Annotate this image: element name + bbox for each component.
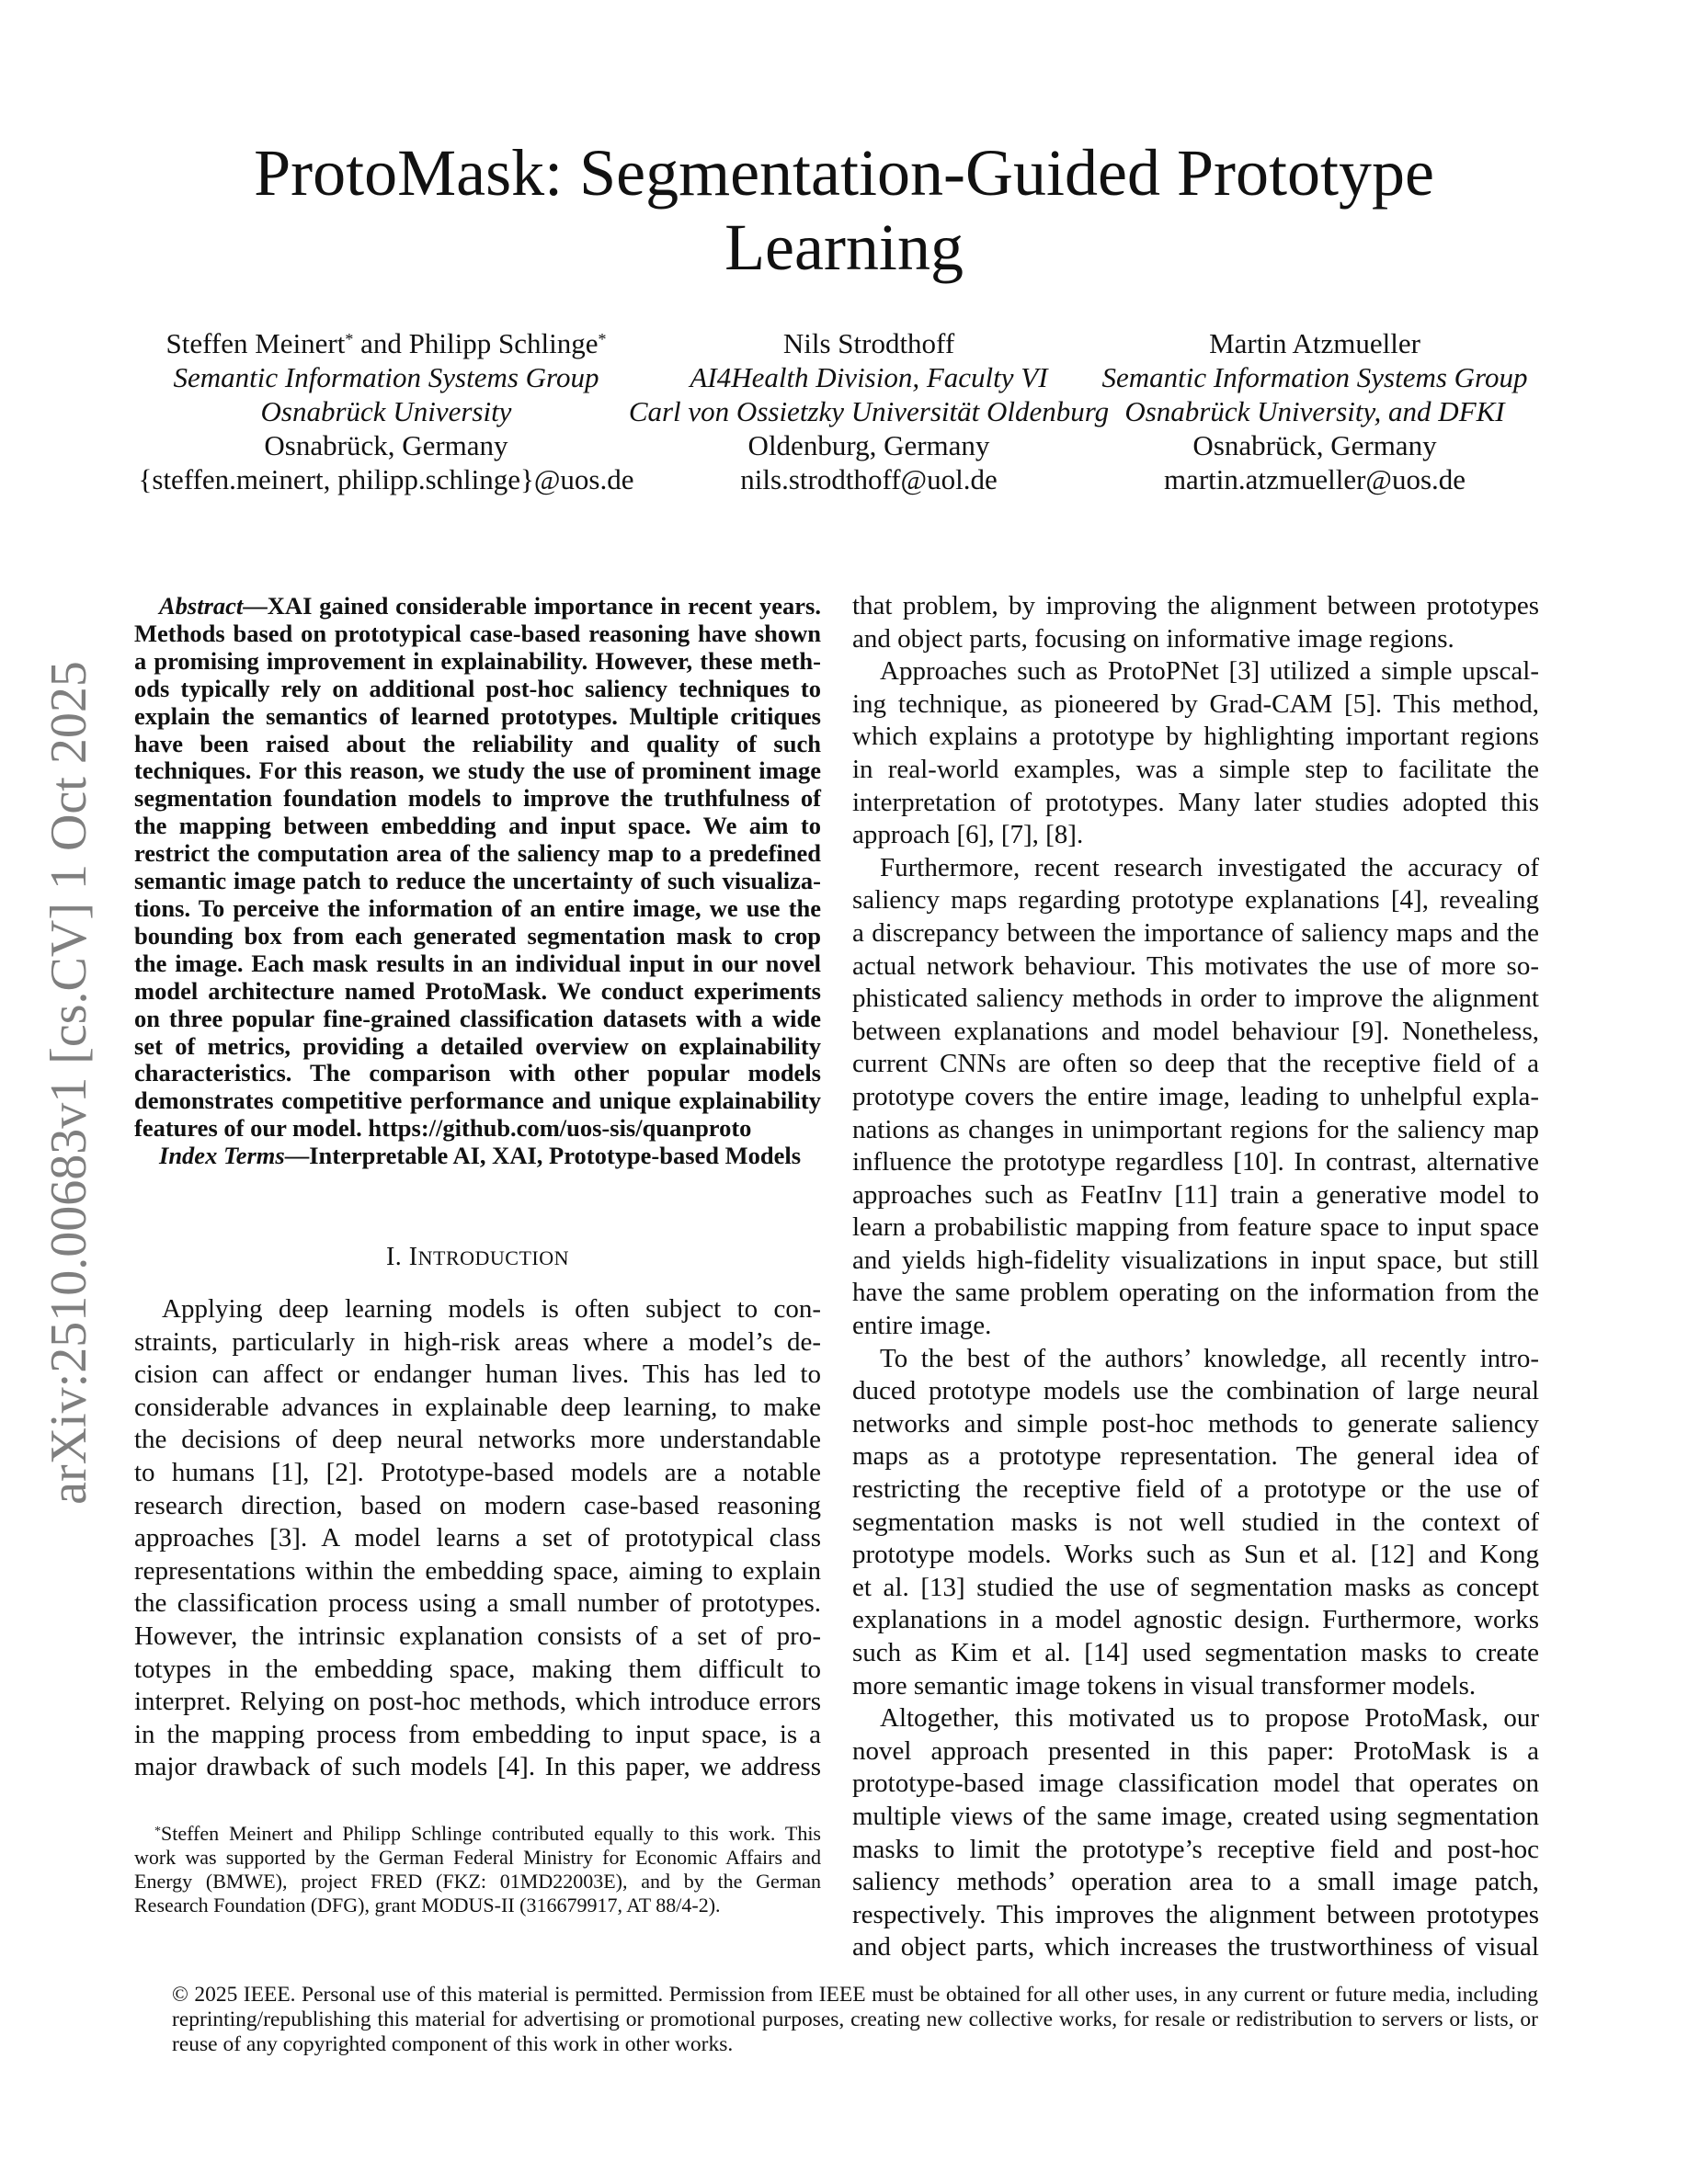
- introduction-left-column: [134, 1293, 821, 1784]
- paragraph: [852, 655, 1539, 852]
- text-line: semantic image patch to reduce the uncertainty of such visualiza-: [134, 867, 821, 895]
- text-line: the image. Each mask results in an individual input in our novel: [134, 949, 821, 977]
- text-line: interpretation of prototypes. Many later studies adopted this: [852, 787, 1539, 817]
- text-line: reprinting/republishing this material for advertising or promotional purposes, creating new collective works, for resale or redistribution to servers or lists, or: [172, 2008, 1538, 2031]
- index-terms-value: —Interpretable AI, XAI, Prototype-based Models: [284, 1142, 802, 1170]
- author-location: Oldenburg, Germany: [747, 429, 990, 461]
- text-line: ing technique, as pioneered by Grad-CAM [5]. This method,: [852, 688, 1539, 719]
- text-line: the mapping between embedding and input space. We aim to: [134, 812, 821, 840]
- text-line: such as Kim et al. [14] used segmentation masks to create: [852, 1638, 1539, 1667]
- text-line: © 2025 IEEE. Personal use of this material is permitted. Permission from IEEE must be obtained for all other uses, in any current or future media, including: [172, 1983, 1538, 2007]
- text-line: explain the semantics of learned prototypes. Multiple critiques: [134, 701, 821, 730]
- text-line: segmentation foundation models to improve the truthfulness of: [134, 784, 821, 813]
- author-group: Semantic Information Systems Group: [173, 361, 599, 393]
- text-line: prototype-based image classification model that operates on: [852, 1769, 1539, 1799]
- text-span: —XAI gained considerable importance in recent years.: [243, 592, 821, 620]
- paper-title: [0, 136, 1688, 285]
- text-line: a promising improvement in explainability. However, these meth-: [134, 646, 821, 675]
- footnote-marker: *: [154, 1825, 161, 1838]
- author-group: AI4Health Division, Faculty VI: [690, 361, 1048, 393]
- text-line: have been raised about the reliability and quality of such: [134, 729, 821, 757]
- text-line: and object parts, focusing on informative image regions.: [852, 623, 1454, 654]
- text-line: demonstrates competitive performance and unique explainability: [134, 1086, 821, 1115]
- text-line: features of our model. https://github.com/uos-sis/quanproto: [134, 1114, 752, 1143]
- author-institution: Carl von Ossietzky Universität Oldenburg: [628, 395, 1110, 427]
- text-line: reuse of any copyrighted component of this work in other works.: [172, 2032, 734, 2056]
- section-heading-introduction: [134, 1241, 821, 1275]
- text-line: which explains a prototype by highlighting important regions: [852, 722, 1539, 752]
- text-line: maps as a prototype representation. The general idea of: [852, 1441, 1539, 1472]
- paragraph: [852, 1702, 1539, 1964]
- text-line: et al. [13] studied the use of segmentation masks as concept: [852, 1572, 1539, 1602]
- text-line: research direction, based on modern case-based reasoning: [134, 1490, 821, 1520]
- text-line: multiple views of the same image, created using segmentation: [852, 1801, 1539, 1831]
- text-line: totypes in the embedding space, making them difficult to: [134, 1654, 821, 1684]
- text-line: nations as changes in unimportant regions for the saliency map: [852, 1114, 1539, 1144]
- text-span: Steffen Meinert and Philipp Schlinge contributed equally to this work. This: [161, 1822, 821, 1845]
- index-terms-label: Index Terms: [159, 1142, 285, 1170]
- author-name: [139, 326, 634, 360]
- equal-contribution-marker: *: [598, 330, 607, 348]
- text-line: in real-world examples, was a simple step to facilitate the: [852, 754, 1539, 784]
- text-line: set of metrics, providing a detailed overview on explainability: [134, 1031, 821, 1060]
- text-line: in the mapping process from embedding to input space, is a: [134, 1719, 821, 1749]
- text-line: novel approach presented in this paper: ProtoMask is a: [852, 1735, 1539, 1766]
- text-line: and object parts, which increases the trustworthiness of visual: [852, 1932, 1539, 1962]
- section-number: I.: [385, 1243, 409, 1271]
- paragraph: [852, 590, 1539, 655]
- text-line: networks and simple post-hoc methods to generate saliency: [852, 1408, 1539, 1439]
- text-line: characteristics. The comparison with other popular models: [134, 1059, 821, 1087]
- text-line: Approaches such as ProtoPNet [3] utilized a simple upscal-: [880, 656, 1539, 687]
- text-line: saliency methods’ operation area to a small image patch,: [852, 1867, 1539, 1897]
- text-line: considerable advances in explainable deep learning, to make: [134, 1392, 821, 1422]
- text-line: on three popular fine-grained classification datasets with a wide: [134, 1004, 821, 1032]
- text-line: major drawback of such models [4]. In this paper, we address: [134, 1752, 821, 1782]
- text-line: model architecture named ProtoMask. We conduct experiments: [134, 976, 821, 1005]
- text-line: restrict the computation area of the saliency map to a predefined: [134, 839, 821, 868]
- copyright-notice: [172, 1983, 1538, 2057]
- author-block-3: [1102, 326, 1528, 496]
- text-line: Furthermore, recent research investigated the accuracy of: [880, 852, 1539, 882]
- equal-contribution-marker: *: [345, 330, 354, 348]
- text-line: a discrepancy between the importance of saliency maps and the: [852, 917, 1539, 948]
- footnote-first-line: [134, 1822, 821, 1846]
- text-line: duced prototype models use the combination of large neural: [852, 1376, 1539, 1406]
- text-line: prototype covers the entire image, leading to unhelpful expla-: [852, 1081, 1539, 1111]
- introduction-right-column: [852, 590, 1539, 1964]
- text-line: representations within the embedding space, aiming to explain: [134, 1555, 821, 1586]
- text-line: work was supported by the German Federal Ministry for Economic Affairs and: [134, 1846, 821, 1869]
- text-line: approach [6], [7], [8].: [852, 820, 1084, 850]
- author-email[interactable]: martin.atzmueller@uos.de: [1163, 463, 1466, 495]
- author-email[interactable]: nils.strodthoff@uol.de: [740, 463, 998, 495]
- text-line: straints, particularly in high-risk areas where a model’s de-: [134, 1326, 821, 1357]
- text-line: prototype models. Works such as Sun et al. [12] and Kong: [852, 1540, 1539, 1570]
- text-line: interpret. Relying on post-hoc methods, which introduce errors: [134, 1687, 821, 1717]
- section-title-rest: NTRODUCTION: [417, 1246, 570, 1269]
- text-line: between explanations and model behaviour [9]. Nonetheless,: [852, 1016, 1539, 1046]
- text-line: explanations in a model agnostic design. Furthermore, works: [852, 1605, 1539, 1635]
- author-email[interactable]: {steffen.meinert, philipp.schlinge}@uos.de: [138, 463, 634, 495]
- text-line: the decisions of deep neural networks more understandable: [134, 1425, 821, 1455]
- author-block-2: [629, 326, 1109, 496]
- text-line: Research Foundation (DFG), grant MODUS-II (316679917, AT 88/4-2).: [134, 1894, 721, 1917]
- paragraph: [134, 1293, 821, 1784]
- author-name-part: Steffen Meinert: [165, 327, 346, 359]
- text-line: and yields high-fidelity visualizations in input space, but still: [852, 1245, 1539, 1275]
- text-line: the classification process using a small number of prototypes.: [134, 1588, 821, 1619]
- author-institution: Osnabrück University, and DFKI: [1124, 395, 1505, 427]
- text-line: techniques. For this reason, we study the use of prominent image: [134, 756, 821, 785]
- text-line: However, the intrinsic explanation consists of a set of pro-: [134, 1621, 821, 1651]
- section-title-initial: I: [408, 1243, 418, 1271]
- text-line: phisticated saliency methods in order to improve the alignment: [852, 984, 1539, 1014]
- text-line: Methods based on prototypical case-based reasoning have shown: [134, 619, 821, 647]
- text-line: masks to limit the prototype’s receptive field and post-hoc: [852, 1834, 1539, 1864]
- title-line: Learning: [724, 210, 964, 284]
- author-group: Semantic Information Systems Group: [1101, 361, 1528, 393]
- text-line: tions. To perceive the information of an entire image, we use the: [134, 893, 821, 922]
- footnote: [134, 1822, 821, 1917]
- abstract: [134, 593, 821, 1170]
- author-institution: Osnabrück University: [260, 395, 512, 427]
- text-line: current CNNs are often so deep that the receptive field of a: [852, 1049, 1539, 1079]
- text-line: Altogether, this motivated us to propose ProtoMask, our: [880, 1703, 1539, 1734]
- title-line: ProtoMask: Segmentation-Guided Prototype: [254, 136, 1434, 210]
- text-line: segmentation masks is not well studied in the context of: [852, 1507, 1539, 1537]
- text-line: To the best of the authors’ knowledge, all recently intro-: [880, 1343, 1539, 1373]
- author-location: Osnabrück, Germany: [264, 429, 508, 461]
- text-line: more semantic image tokens in visual transformer models.: [852, 1670, 1477, 1701]
- author-block-1: [139, 326, 634, 496]
- text-line: actual network behaviour. This motivates the use of more so-: [852, 950, 1539, 981]
- text-line: influence the prototype regardless [10]. In contrast, alternative: [852, 1147, 1539, 1177]
- text-line: saliency maps regarding prototype explanations [4], revealing: [852, 885, 1539, 916]
- paragraph: [852, 1343, 1539, 1703]
- text-line: approaches [3]. A model learns a set of prototypical class: [134, 1523, 821, 1553]
- text-line: Energy (BMWE), project FRED (FKZ: 01MD22003E), and by the German: [134, 1870, 821, 1893]
- text-line: bounding box from each generated segmentation mask to crop: [134, 921, 821, 950]
- author-location: Osnabrück, Germany: [1192, 429, 1437, 461]
- abstract-first-line: [134, 593, 821, 620]
- author-name: Martin Atzmueller: [1209, 327, 1420, 359]
- abstract-label: Abstract: [159, 592, 244, 620]
- text-line: learn a probabilistic mapping from feature space to input space: [852, 1212, 1539, 1243]
- index-terms: [134, 1143, 821, 1170]
- text-line: have the same problem operating on the information from the: [852, 1278, 1539, 1308]
- text-line: to humans [1], [2]. Prototype-based models are a notable: [134, 1457, 821, 1487]
- author-name-part: and Philipp Schlinge: [353, 327, 599, 359]
- text-line: respectively. This improves the alignment between prototypes: [852, 1899, 1539, 1929]
- arxiv-identifier-stamp: arXiv:2510.00683v1 [cs.CV] 1 Oct 2025: [40, 661, 97, 1505]
- text-line: that problem, by improving the alignment between prototypes: [852, 591, 1539, 620]
- text-line: cision can affect or endanger human lives. This has led to: [134, 1359, 821, 1390]
- text-line: Applying deep learning models is often subject to con-: [162, 1294, 821, 1324]
- text-line: entire image.: [852, 1311, 992, 1341]
- author-name: Nils Strodthoff: [782, 327, 955, 359]
- text-line: ods typically rely on additional post-hoc saliency techniques to: [134, 674, 821, 702]
- text-line: restricting the receptive field of a prototype or the use of: [852, 1474, 1539, 1505]
- paragraph: [852, 852, 1539, 1343]
- text-line: approaches such as FeatInv [11] train a generative model to: [852, 1179, 1539, 1210]
